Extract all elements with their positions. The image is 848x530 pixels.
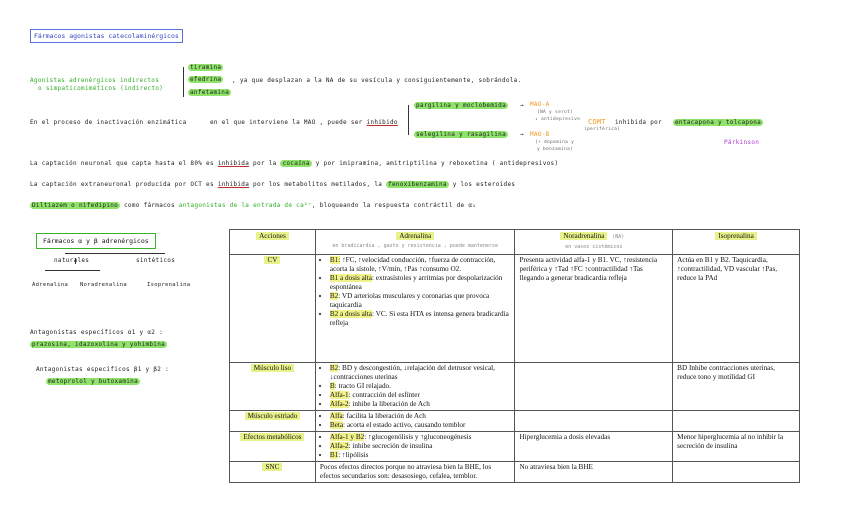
mao-branch1: pargilina y moclobemida [416,102,506,109]
cell-liso-isoprenalina: BD Inhibe contracciones uterinas, reduce tono y motilidad GI [673,363,800,411]
header-isoprenalina: Isoprenalina [673,230,800,255]
cell-liso-adrenalina: • B2: BD y descongestión, ↓relajación del detrusor vesical, ↓contracciones uterinas • B: tracto GI relajado. • Alfa-1: contracción del esfínter • Alfa-2: inhibe la liberación de Ach [315,363,515,411]
cell-snc-adrenalina: Pocos efectos directos porque no atraviesa bien la BHE, los efectos secundarios son: desasosiego, cefalea, temblor. [315,462,515,483]
row-label-musculo-liso: Músculo liso [230,363,316,411]
natural-label: naturales [54,257,90,264]
cell-metab-adrenalina: • Alfa-1 y B2: ↑glucogenólisis y ↑gluconeogénesis • Alfa-2: inhibe secreción de insulina • B1: ↑lipólisis [315,432,515,462]
cell-metab-isoprenalina: Menor hiperglucemia al no inhibir la secreción de insulina [673,432,800,462]
captacion-neuronal-line: La captación neuronal que capta hasta el 80% es inhibida por la cocaína y por imipramina, amitriptilina y reboxetina ( antidepresivos) [30,160,559,167]
table-row [230,411,800,432]
header-adrenalina: Adrenalina en bradicardia , gasto y resistencia , puede mantenerse [315,230,515,255]
row-label-musculo-estriado: Músculo estriado [230,411,316,432]
header-acciones: Acciones [230,230,316,255]
actions-table [229,229,800,483]
maoa-note2: ↓ antidepresivo [535,117,581,122]
mao-brace [408,105,409,135]
cell-snc-noradrenalina: No atraviesa bien la BHE [515,462,673,483]
row-label-snc: SNC [230,462,316,483]
cell-estriado-noradrenalina [515,411,673,432]
mao-branch2: selegilina y rasagilina [416,131,506,138]
mao-mid: en el que interviene la MAO , puede ser inhibido [210,119,398,126]
row-label-efectos-metabolicos: Efectos metabólicos [230,432,316,462]
indirect-tail: , ya que desplazan a la NA de su vesícula y consiguientemente, sobrándola. [232,77,522,84]
mao-lead: En el proceso de inactivación enzimática [30,119,187,126]
comt-label: COMT [588,118,607,126]
indirect-item-2: efedrina [190,76,222,83]
captacion-extraneuronal-line: La captación extraneuronal producida por OCT es inhibida por los metabolitos metilados, la fenoxibenzamina y los esteroides [30,181,516,188]
comt-note: (periférica) [584,127,621,132]
indirect-lead: Agonistas adrenérgicos indirectos [30,77,160,84]
comt-drugs: entacapona y tolcapona [675,119,762,126]
header-noradrenalina: Noradrenalina (NA) en vasos sistémicos [515,230,673,255]
indirect-brace [183,67,184,97]
table-header-row [230,230,800,255]
maob-note1: (↑ dopamina y [535,140,575,145]
cell-snc-isoprenalina [673,462,800,483]
antagonists-alpha-drugs: prazosina, idazoxolina y yohimbina [32,341,166,348]
cell-estriado-isoprenalina [673,411,800,432]
page-title: Fármacos agonistas catecolaminérgicos [30,29,183,43]
maoa-note1: (NA y serot) [537,110,574,115]
maob-label: MAO-B [530,131,550,138]
table-row [230,363,800,411]
indirect-lead2: o simpaticomiméticos (indirecto) [38,85,164,92]
indirect-item-1: tiramina [190,64,222,71]
table-row [230,255,800,363]
table-row [230,432,800,462]
natural-noradrenalina: Noradrenalina [80,282,127,288]
cell-estriado-adrenalina: • Alfa: facilita la liberación de Ach • Beta: acorta el estado activo, causando temblor [315,411,515,432]
antagonists-beta-title: Antagonistas específicos β1 y β2 : [36,366,170,373]
antagonists-alpha-title: Antagonistas específicos α1 y α2 : [30,329,164,336]
parkinson-label: Párkinson [724,139,760,146]
antagonists-beta-drugs: metoprolol y butoxamina [48,378,138,385]
table-row [230,462,800,483]
synthetic-isoprenalina: Isoprenalina [147,282,191,288]
cell-cv-noradrenalina: Presenta actividad alfa-1 y B1. VC, ↑resistencia periférica y ↑Tad ↑FC ↑contractilidad ↑Tas llegando a generar bradicardia refleja [515,255,673,363]
row-label-cv: CV [230,255,316,363]
synthetic-label: sintéticos [136,257,176,264]
calcium-antagonists-line: Diltiazem o nifedipino como fármacos antagonistas de la entrada de ca²⁺, bloqueando la respuesta contráctil de α₁ [32,202,477,209]
cell-cv-isoprenalina: Actúa en B1 y B2. Taquicardia, ↑contractilidad, VD vascular ↑Pas, reduce la PAd [673,255,800,363]
cell-cv-adrenalina: • B1: ↑FC, ↑velocidad conducción, ↑fuerza de contracción, acorta la sístole, ↑V/min, ↑Pas ↑consumo O2. • B1 a dosis alta: extrasístoles y arritmias por despolarización espontánea • B2: VD arteriolas musculares y coronarias que provoca taquicardia • B2 a dosis alta: VC. Si esta HTA es intensa genera bradicardia refleja [315,255,515,363]
maoa-label: MAO-A [530,101,550,108]
cell-metab-noradrenalina: Hiperglucemia a dosis elevadas [515,432,673,462]
maob-note2: y benzamina) [537,147,574,152]
cell-liso-noradrenalina [515,363,673,411]
natural-adrenalina: Adrenalina [32,282,69,288]
agonists-box: Fármacos α y β adrenérgicos [36,233,156,249]
comt-text: inhibida por [615,119,662,126]
indirect-item-3: anfetamina [190,89,230,96]
